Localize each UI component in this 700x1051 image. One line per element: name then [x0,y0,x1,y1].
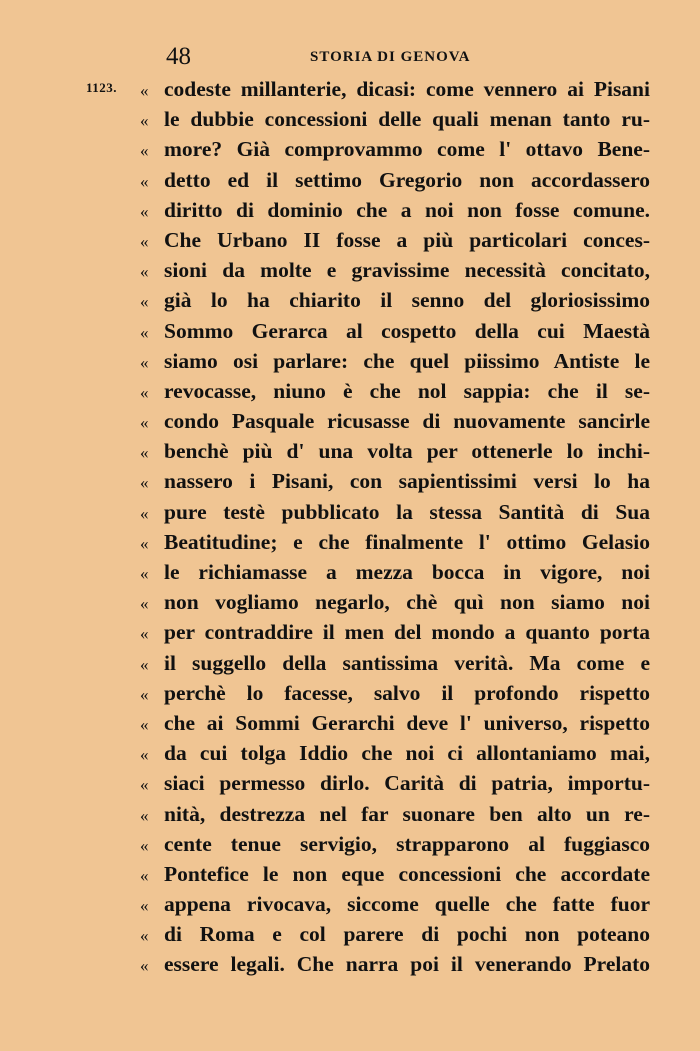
quote-mark: « [140,865,149,885]
text-line [140,648,650,678]
text-line [140,195,650,225]
text-line-content: il suggello della santissima verità. Ma come e [164,650,650,675]
text-line-content: le richiamasse a mezza bocca in vigore, noi [164,560,650,584]
text-line-content: siamo osi parlare: che quel piissimo Antiste le [164,348,650,373]
text-line-content: Sommo Gerarca al cospetto della cui Maestà [164,318,650,343]
quote-mark: « [140,684,149,704]
quote-mark: « [140,141,149,161]
text-line [140,134,650,164]
quote-mark: « [140,111,149,131]
text-line [140,346,650,376]
text-line-content: essere legali. Che narra poi il venerando Prelato [164,952,650,977]
text-line-content: siaci permesso dirlo. Carità di patria, importu- [164,771,650,796]
text-line-content: codeste millanterie, dicasi: come vennero ai Pisani [164,77,650,101]
quote-mark: « [140,956,149,976]
text-line-content: diritto di dominio che a noi non fosse comune. [164,197,650,222]
text-line-content: che ai Sommi Gerarchi deve l' universo, rispetto [164,710,650,735]
text-line [140,74,650,104]
quote-mark: « [140,745,149,765]
text-line [140,225,650,255]
quote-mark: « [140,805,149,825]
page-number: 48 [166,43,191,70]
text-line-content: detto ed il settimo Gregorio non accordassero [164,167,650,192]
text-line [140,557,650,587]
text-line [140,617,650,647]
text-line-content: le dubbie concessioni delle quali menan tanto ru- [164,107,650,132]
quote-mark: « [140,322,149,342]
quote-mark: « [140,624,149,644]
text-line [140,949,650,979]
quote-mark: « [140,292,149,312]
text-line [140,285,650,315]
quote-mark: « [140,775,149,795]
text-line [140,708,650,738]
text-line [140,829,650,859]
text-line [140,316,650,346]
quote-mark: « [140,835,149,855]
quote-mark: « [140,262,149,282]
quote-mark: « [140,926,149,946]
text-line [140,587,650,617]
text-line [140,255,650,285]
text-line [140,859,650,889]
quote-mark: « [140,201,149,221]
quote-mark: « [140,896,149,916]
text-line [140,436,650,466]
text-line-content: condo Pasquale ricusasse di nuovamente sancirle [164,409,650,434]
quote-mark: « [140,231,149,251]
text-line [140,527,650,557]
margin-year-note: 1123. [86,80,118,95]
text-line-content: cente tenue servigio, strapparono al fuggiasco [164,831,650,856]
text-line-content: Che Urbano II fosse a più particolari conces- [164,227,650,252]
quote-mark: « [140,443,149,463]
text-line [140,919,650,949]
text-line [140,497,650,527]
text-line-content: per contraddire il men del mondo a quanto porta [164,620,650,645]
running-head: STORIA DI GENOVA [310,49,471,65]
quote-mark: « [140,413,149,433]
text-line [140,165,650,195]
text-line [140,738,650,768]
text-line [140,466,650,496]
text-line-content: perchè lo facesse, salvo il profondo rispetto [164,680,650,705]
text-line-content: revocasse, niuno è che nol sappia: che il se- [164,378,650,403]
text-line-content: già lo ha chiarito il senno del gloriosissimo [164,288,650,313]
text-line-content: pure testè pubblicato la stessa Santità di Sua [164,499,650,524]
text-line-content: sioni da molte e gravissime necessità concitato, [164,258,650,283]
text-line [140,678,650,708]
text-line-content: nassero i Pisani, con sapientissimi versi lo ha [164,469,650,494]
text-line [140,768,650,798]
text-line-content: Pontefice le non eque concessioni che accordate [164,861,650,886]
text-line-content: Beatitudine; e che finalmente l' ottimo Gelasio [164,529,650,554]
quote-mark: « [140,594,149,614]
text-line-content: di Roma e col parere di pochi non poteano [164,922,650,947]
text-line-content: non vogliamo negarlo, chè quì non siamo noi [164,590,650,615]
text-line [140,376,650,406]
quote-mark: « [140,503,149,523]
text-line-content: appena rivocava, siccome quelle che fatte fuor [164,892,650,917]
text-line [140,799,650,829]
text-line [140,889,650,919]
quote-mark: « [140,473,149,493]
quote-mark: « [140,714,149,734]
quote-mark: « [140,352,149,372]
text-line [140,104,650,134]
quote-mark: « [140,81,149,100]
text-line [140,406,650,436]
page-header [0,42,700,76]
quote-mark: « [140,171,149,191]
text-line-content: da cui tolga Iddio che noi ci allontaniamo mai, [164,741,650,766]
text-line-content: nità, destrezza nel far suonare ben alto un re- [164,801,650,826]
text-line-content: benchè più d' una volta per ottenerle lo inchi- [164,439,650,464]
quote-mark: « [140,382,149,402]
quote-mark: « [140,564,149,583]
text-line-content: more? Già comprovammo come l' ottavo Bene- [164,137,650,162]
quote-mark: « [140,533,149,553]
quote-mark: « [140,654,149,674]
body-text [140,74,650,980]
